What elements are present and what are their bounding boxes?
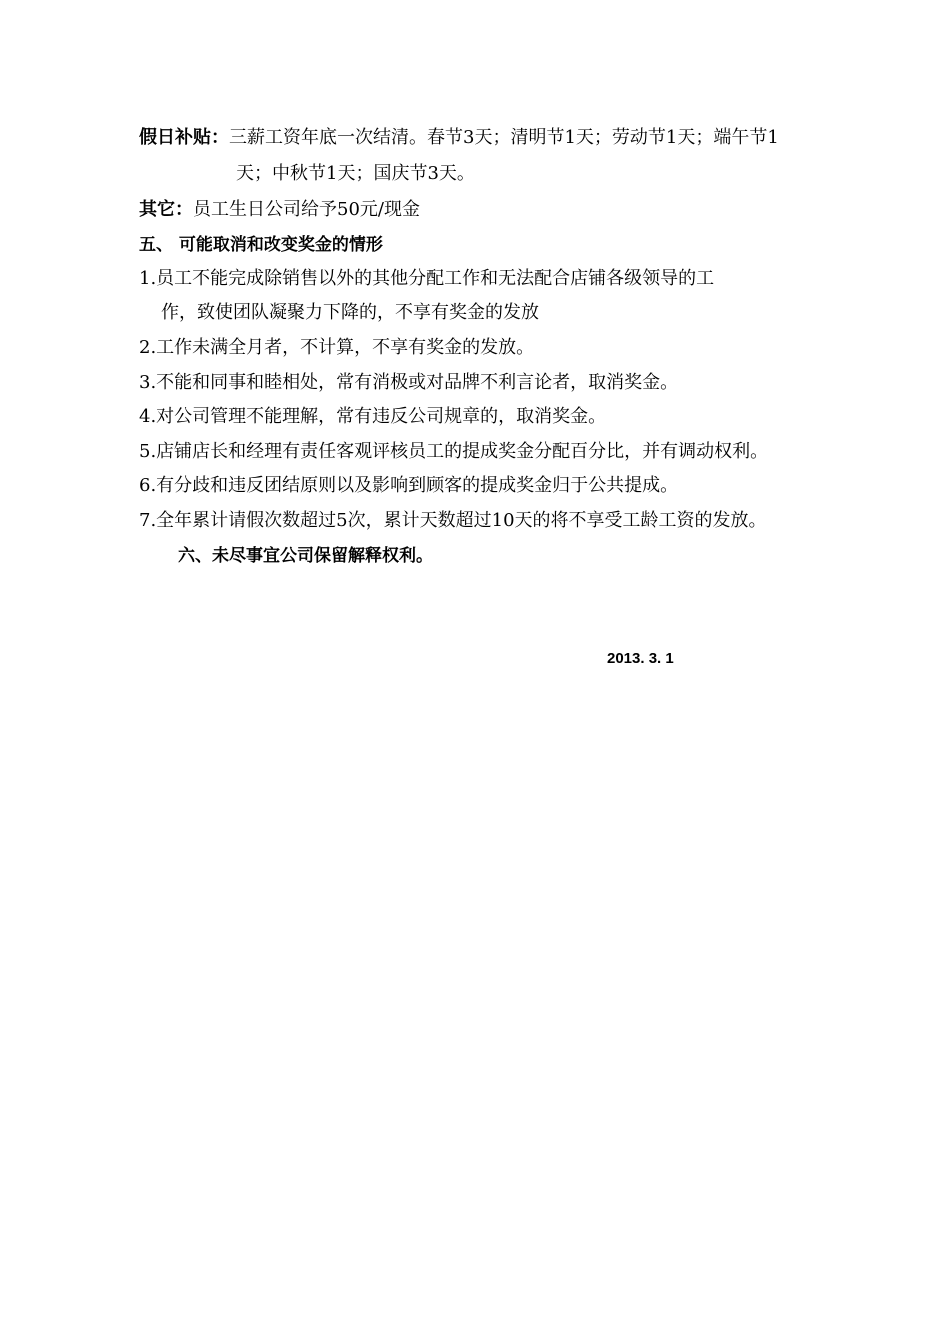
list-item: 1.员工不能完成除销售以外的其他分配工作和无法配合店铺各级领导的工 xyxy=(139,268,715,289)
section-six-heading: 六、未尽事宜公司保留解释权利。 xyxy=(178,546,433,566)
other-label: 其它： xyxy=(139,199,193,220)
holiday-allowance-label: 假日补贴： xyxy=(139,127,229,148)
other-text: 员工生日公司给予50元/现金 xyxy=(193,199,420,220)
list-item: 3.不能和同事和睦相处，常有消极或对品牌不利言论者，取消奖金。 xyxy=(139,372,679,393)
holiday-allowance-continued: 天；中秋节1天；国庆节3天。 xyxy=(236,163,475,184)
list-item-continued: 作，致使团队凝聚力下降的，不享有奖金的发放 xyxy=(161,302,539,323)
list-item: 6.有分歧和违反团结原则以及影响到顾客的提成奖金归于公共提成。 xyxy=(139,475,679,496)
list-item: 4.对公司管理不能理解，常有违反公司规章的，取消奖金。 xyxy=(139,406,607,427)
list-item: 7.全年累计请假次数超过5次，累计天数超过10天的将不享受工龄工资的发放。 xyxy=(139,510,767,531)
holiday-allowance-line xyxy=(139,125,779,151)
document-date: 2013. 3. 1 xyxy=(607,650,674,667)
holiday-allowance-text: 三薪工资年底一次结清。春节3天；清明节1天；劳动节1天；端午节1 xyxy=(229,127,779,148)
section-five-heading: 五、 可能取消和改变奖金的情形 xyxy=(139,235,383,255)
other-line xyxy=(139,197,420,223)
list-item: 2.工作未满全月者，不计算，不享有奖金的发放。 xyxy=(139,337,535,358)
list-item: 5.店铺店长和经理有责任客观评核员工的提成奖金分配百分比，并有调动权利。 xyxy=(139,441,769,462)
